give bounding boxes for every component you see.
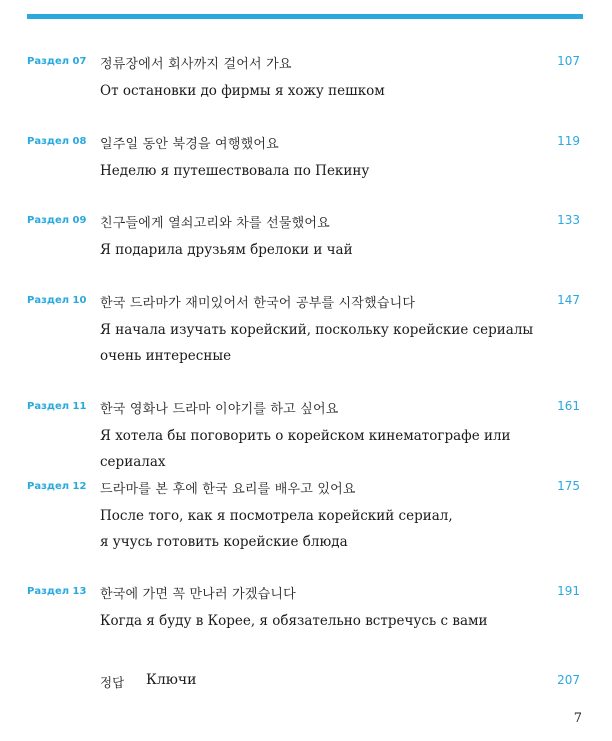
section-label: Раздел 11 <box>27 401 87 412</box>
answers-korean-label: 정답 <box>100 675 125 690</box>
section-label: Раздел 09 <box>27 215 87 226</box>
page-number: 7 <box>573 711 582 726</box>
page-ref[interactable]: 191 <box>557 584 580 598</box>
russian-title: После того, как я посмотрела корейский сериал, я учусь готовить корейские блюда <box>100 508 453 550</box>
page-ref[interactable]: 119 <box>557 134 580 148</box>
top-rule <box>27 14 583 19</box>
korean-title: 일주일 동안 북경을 여행했어요 <box>100 137 279 152</box>
russian-title: Я начала изучать корейский, поскольку корейские сериалы очень интересные <box>100 322 534 364</box>
korean-title: 드라마를 본 후에 한국 요리를 배우고 있어요 <box>100 482 356 497</box>
russian-title: Неделю я путешествовала по Пекину <box>100 163 370 179</box>
section-label: Раздел 10 <box>27 295 87 306</box>
korean-title: 한국에 가면 꼭 만나러 가겠습니다 <box>100 587 296 602</box>
page-ref[interactable]: 133 <box>557 213 580 227</box>
russian-title: Я подарила друзьям брелоки и чай <box>100 242 353 258</box>
section-label: Раздел 13 <box>27 586 87 597</box>
korean-title: 친구들에게 열쇠고리와 차를 선물했어요 <box>100 216 330 231</box>
page-ref[interactable]: 207 <box>557 673 580 687</box>
korean-title: 정류장에서 회사까지 걸어서 가요 <box>100 57 292 72</box>
korean-title: 한국 드라마가 재미있어서 한국어 공부를 시작했습니다 <box>100 296 416 311</box>
page-ref[interactable]: 147 <box>557 293 580 307</box>
section-label: Раздел 12 <box>27 481 87 492</box>
answers-russian-label: Ключи <box>146 672 197 688</box>
russian-title: Когда я буду в Корее, я обязательно встречусь с вами <box>100 613 488 629</box>
korean-title: 한국 영화나 드라마 이야기를 하고 싶어요 <box>100 402 339 417</box>
page-ref[interactable]: 175 <box>557 479 580 493</box>
page-ref[interactable]: 161 <box>557 399 580 413</box>
page-ref[interactable]: 107 <box>557 54 580 68</box>
section-label: Раздел 07 <box>27 56 87 67</box>
russian-title: Я хотела бы поговорить о корейском кинематографе или сериалах <box>100 428 511 470</box>
section-label: Раздел 08 <box>27 136 87 147</box>
russian-title: От остановки до фирмы я хожу пешком <box>100 83 385 99</box>
